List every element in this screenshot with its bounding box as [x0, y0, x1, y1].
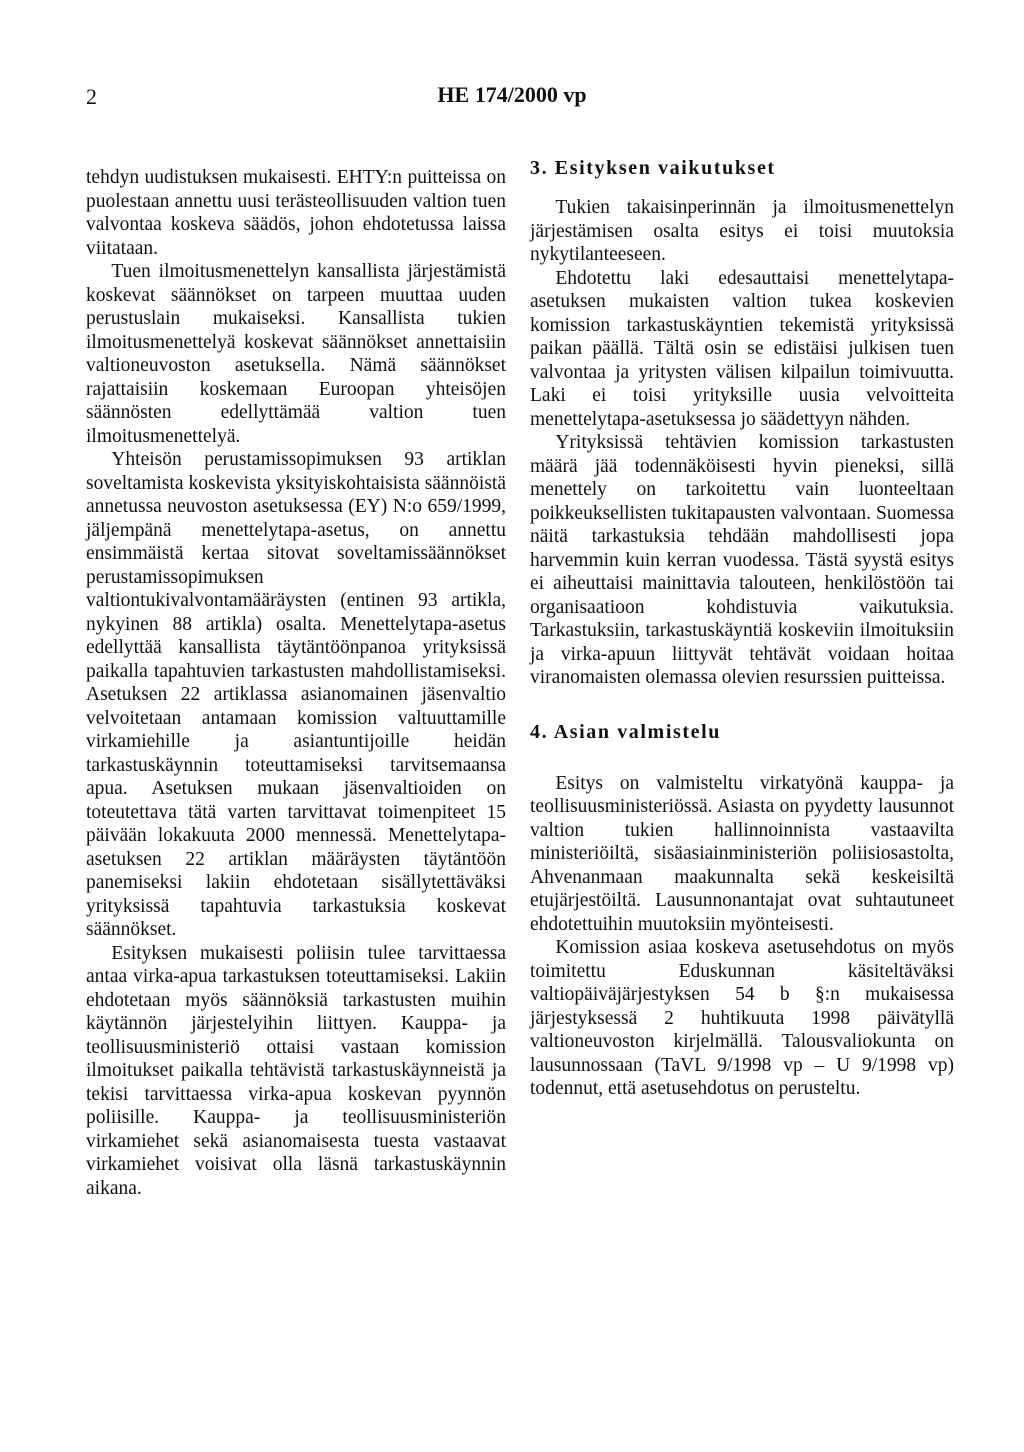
right-column: [530, 157, 954, 1101]
paragraph: Tuen ilmoitusmenettelyn kansallista järjestämistä koskevat säännökset on tarpeen muuttaa uuden perustuslain mukaiseksi. Kansallista tukien ilmoitusmenettelyä koskevat säännökset annettaisiin valtioneuvoston asetuksella. Nämä säännökset rajattaisiin koskemaan Euroopan yhteisöjen säännösten edellyttämää valtion tuen ilmoitusmenettelyä.: [86, 261, 506, 447]
running-head: HE 174/2000 vp: [437, 82, 587, 107]
section-heading-3: 3. Esityksen vaikutukset: [530, 157, 776, 179]
paragraph: Esityksen mukaisesti poliisin tulee tarvittaessa antaa virka-apua tarkastuksen toteuttamiseksi. Lakiin ehdotetaan myös säännöksiä tarkastusten muihin käytännön järjestelyihin liittyen. Kauppa- ja teollisuusministeriö ottaisi vastaan komission ilmoitukset paikalla tehtävistä tarkastuskäynneistä ja tekisi tarvittaessa virka-apua koskevan pyynnön poliisille. Kauppa- ja teollisuusministeriön virkamiehet sekä asianomaisesta tuesta vastaavat virkamiehet voisivat olla läsnä tarkastuskäynnin aikana.: [86, 942, 506, 1199]
paragraph: Yrityksissä tehtävien komission tarkastusten määrä jää todennäköisesti hyvin pieneksi, sillä menettely on tarkoitettu vain luonteeltaan poikkeuksellisten tukitapausten valvontaan. Suomessa näitä tarkastuksia tehdään mahdollisesti jopa harvemmin kuin kerran vuodessa. Tästä syystä esitys ei aiheuttaisi mainittavia talouteen, henkilöstöön tai organisaatioon kohdistuvia vaikutuksia. Tarkastuksiin, tarkastuskäyntiä koskeviin ilmoituksiin ja virka-apuun liittyvät tehtävät voidaan hoitaa viranomaisten olemassa olevien resurssien puitteissa.: [530, 432, 954, 688]
paragraph: Esitys on valmisteltu virkatyönä kauppa- ja teollisuusministeriössä. Asiasta on pyydetty lausunnot valtion tukien hallinnoinnista vastaavilta ministeriöiltä, sisäasiainministeriön poliisiosastolta, Ahvenanmaan maakunnalta sekä keskeisiltä etujärjestöiltä. Lausunnonantajat ovat suhtautuneet ehdotettuihin muutoksiin myönteisesti.: [530, 772, 954, 935]
paragraph: tehdyn uudistuksen mukaisesti. EHTY:n puitteissa on puolestaan annettu uusi terästeollisuuden valtion tuen valvontaa koskeva säädös, johon ehdotetussa laissa viitataan.: [86, 167, 506, 259]
section-heading-4: 4. Asian valmistelu: [530, 720, 721, 743]
left-column: [86, 166, 506, 1200]
paragraph: Yhteisön perustamissopimuksen 93 artiklan soveltamista koskevista yksityiskohtaisista säännöistä annetussa neuvoston asetuksessa (EY) N:o 659/1999, jäljempänä menettelytapa-asetus, on annettu ensimmäistä kertaa sitovat soveltamissäännökset perustamissopimuksen valtiontukivalvontamääräysten (entinen 93 artikla, nykyinen 88 artikla) osalta. Menettelytapa-asetus edellyttää kansallista täytäntöönpanoa yrityksissä paikalla tapahtuvien tarkastusten mahdollistamiseksi. Asetuksen 22 artiklassa asianomainen jäsenvaltio velvoitetaan antamaan komission valtuuttamille virkamiehille ja asiantuntijoille heidän tarkastuskäynnin toteuttamiseksi tarvitsemaansa apua. Asetuksen mukaan jäsenvaltioiden on toteutettava tätä varten tarvittavat toimenpiteet 15 päivään lokakuuta 2000 mennessä. Menettelytapa-asetuksen 22 artiklan määräysten täytäntöön panemiseksi lakiin ehdotetaan sisällytettäväksi yrityksissä tapahtuvia tarkastuksia koskevat säännökset.: [86, 449, 506, 940]
page-number: 2: [86, 84, 97, 109]
paragraph: Tukien takaisinperinnän ja ilmoitusmenettelyn järjestämisen osalta esitys ei toisi muutoksia nykytilanteeseen.: [530, 197, 954, 265]
paragraph: Ehdotettu laki edesauttaisi menettelytapa-asetuksen mukaisten valtion tukea koskevien komission tarkastuskäyntien tekemistä yrityksissä paikan päällä. Tältä osin se edistäisi julkisen tuen valvontaa ja yritysten välisen kilpailun toimivuutta. Laki ei toisi yrityksille uusia velvoitteita menettelytapa-asetuksessa jo säädettyyn nähden.: [530, 267, 954, 430]
paragraph: Komission asiaa koskeva asetusehdotus on myös toimitettu Eduskunnan käsiteltäväksi valtiopäiväjärjestyksen 54 b §:n mukaisessa järjestyksessä 2 huhtikuuta 1998 päivätyllä valtioneuvoston kirjelmällä. Talousvaliokunta on lausunnossaan (TaVL 9/1998 vp – U 9/1998 vp) todennut, että asetusehdotus on perusteltu.: [530, 937, 954, 1099]
